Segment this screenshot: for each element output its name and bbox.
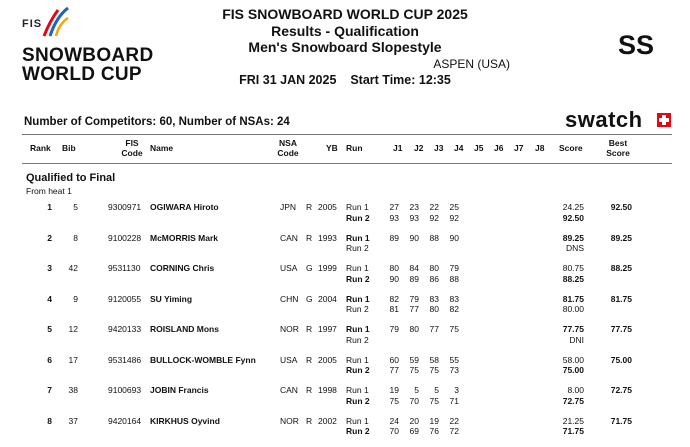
run-score: 80.75 <box>562 263 584 273</box>
judge-4-score: 22 <box>449 415 459 426</box>
col-j6: J6 <box>494 143 504 153</box>
judge-2-score: 93 <box>409 212 419 223</box>
competitors-count: Number of Competitors: 60, Number of NSAs: 24 <box>24 116 290 128</box>
best-score: 88.25 <box>610 263 632 273</box>
run-label: Run 2 <box>346 426 370 436</box>
athlete-name: SU Yiming <box>150 293 193 304</box>
event-date: FRI 31 JAN 2025 <box>239 73 337 87</box>
fis-code: 9100228 <box>108 232 142 243</box>
athlete-name: OGIWARA Hiroto <box>150 202 219 212</box>
discipline-code: SS <box>618 30 655 60</box>
judge-1-score: 80 <box>389 263 399 273</box>
date-time <box>180 72 510 89</box>
judge-3-score: 22 <box>429 202 439 212</box>
year-of-birth: 1993 <box>318 232 337 243</box>
judge-4-score: 79 <box>449 263 459 273</box>
col-score: Score <box>559 143 583 153</box>
section-qualified-to-final: Qualified to Final <box>26 172 116 184</box>
run-label: Run 1 <box>346 202 369 212</box>
judge-1-score: 75 <box>389 395 399 406</box>
best-score: 72.75 <box>610 385 632 395</box>
judge-2-score: 79 <box>409 293 419 304</box>
run-score: DNI <box>569 334 584 345</box>
flag-code: G <box>306 293 313 304</box>
judge-1-score: 24 <box>389 415 399 426</box>
judge-3-score: 75 <box>429 395 439 406</box>
judge-4-score: 88 <box>449 273 459 284</box>
col-run: Run <box>346 143 363 153</box>
col-bib: Bib <box>62 143 76 153</box>
year-of-birth: 1997 <box>318 324 337 334</box>
col-j2: J2 <box>414 143 424 153</box>
judge-4-score: 73 <box>449 365 459 375</box>
judge-2-score: 69 <box>409 426 419 436</box>
athlete-name: JOBIN Francis <box>150 385 209 395</box>
athlete-name: ROISLAND Mons <box>150 324 219 334</box>
athlete-name: CORNING Chris <box>150 263 215 273</box>
bib: 5 <box>73 202 78 212</box>
run-label: Run 2 <box>346 304 369 314</box>
year-of-birth: 2005 <box>318 202 337 212</box>
athlete-name: KIRKHUS Oyvind <box>150 415 220 426</box>
run-score: 72.75 <box>562 395 584 406</box>
judge-4-score: 92 <box>449 212 459 223</box>
run-score: 75.00 <box>562 365 584 375</box>
results-subtitle: Results - Qualification <box>271 22 419 39</box>
rank: 6 <box>47 354 52 365</box>
judge-4-score: 3 <box>454 385 459 395</box>
col-fis-code-line2: Code <box>121 148 143 158</box>
flag-code: R <box>306 415 313 426</box>
nsa-code: CHN <box>280 293 299 304</box>
judge-1-score: 60 <box>389 354 399 365</box>
judge-4-score: 71 <box>449 395 459 406</box>
judge-1-score: 90 <box>389 273 399 284</box>
best-score: 89.25 <box>610 232 632 243</box>
col-j4: J4 <box>454 143 464 153</box>
bib: 37 <box>68 415 78 426</box>
run-score: 24.25 <box>562 202 584 212</box>
judge-3-score: 80 <box>429 304 439 314</box>
judge-2-score: 23 <box>409 202 419 212</box>
nsa-code: JPN <box>280 202 297 212</box>
run-score: 77.75 <box>562 324 584 334</box>
table-header-bottom-rule <box>22 163 672 164</box>
judge-4-score: 75 <box>449 324 459 334</box>
judge-2-score: 89 <box>409 273 419 284</box>
run-label: Run 2 <box>346 212 370 223</box>
flag-code: R <box>306 232 313 243</box>
run-score: 80.00 <box>562 304 584 314</box>
judge-1-score: 89 <box>389 232 399 243</box>
judge-1-score: 70 <box>389 426 399 436</box>
flag-code: R <box>306 202 313 212</box>
judge-1-score: 79 <box>389 324 399 334</box>
col-fis-code-line1: FIS <box>125 138 139 148</box>
col-best-score-line1: Best <box>608 138 628 148</box>
fis-logo-text: FIS <box>22 18 43 30</box>
year-of-birth: 1999 <box>318 263 337 273</box>
fis-code: 9531486 <box>108 354 142 365</box>
flag-code: R <box>306 324 313 334</box>
run-score: 58.00 <box>562 354 584 365</box>
judge-1-score: 93 <box>389 212 399 223</box>
run-label: Run 2 <box>346 395 370 406</box>
judge-2-score: 75 <box>409 365 419 375</box>
athlete-name: McMORRIS Mark <box>150 232 219 243</box>
run-score: 71.75 <box>562 426 584 436</box>
col-best-score-line2: Score <box>606 148 630 158</box>
fis-code: 9100693 <box>108 385 142 395</box>
fis-code: 9531130 <box>108 263 141 273</box>
judge-3-score: 92 <box>429 212 439 223</box>
rank: 5 <box>47 324 52 334</box>
run-label: Run 1 <box>346 354 369 365</box>
judge-4-score: 25 <box>449 202 459 212</box>
best-score: 75.00 <box>610 354 632 365</box>
nsa-code: NOR <box>280 415 299 426</box>
rank: 8 <box>47 415 52 426</box>
nsa-code: CAN <box>280 232 298 243</box>
fis-code: 9120055 <box>108 293 142 304</box>
judge-1-score: 82 <box>389 293 399 304</box>
col-j3: J3 <box>434 143 444 153</box>
start-time: Start Time: 12:35 <box>350 73 451 87</box>
heat-label: From heat 1 <box>26 186 72 196</box>
judge-2-score: 80 <box>409 324 419 334</box>
judge-3-score: 75 <box>429 365 439 375</box>
best-score: 77.75 <box>610 324 632 334</box>
run-score: 89.25 <box>562 232 584 243</box>
judge-2-score: 77 <box>409 304 419 314</box>
run-label: Run 2 <box>346 334 369 345</box>
table-header-top-rule <box>22 134 672 135</box>
judge-1-score: 81 <box>389 304 399 314</box>
judge-2-score: 20 <box>409 415 419 426</box>
swiss-flag-icon <box>657 113 671 127</box>
rank: 1 <box>47 202 52 212</box>
judge-2-score: 70 <box>409 395 419 406</box>
col-nsa-code-line2: Code <box>277 148 299 158</box>
year-of-birth: 2005 <box>318 354 337 365</box>
event-name: Men's Snowboard Slopestyle <box>248 39 442 55</box>
best-score: 81.75 <box>610 293 632 304</box>
col-name: Name <box>150 143 174 153</box>
nsa-code: CAN <box>280 385 298 395</box>
judge-3-score: 76 <box>429 426 439 436</box>
run-score: 21.25 <box>562 415 584 426</box>
judge-1-score: 19 <box>389 385 399 395</box>
judge-1-score: 77 <box>389 365 399 375</box>
judge-2-score: 84 <box>409 263 419 273</box>
fis-code: 9300971 <box>108 202 142 212</box>
event-header <box>180 6 510 89</box>
col-rank: Rank <box>30 143 51 153</box>
venue: ASPEN (USA) <box>433 56 510 71</box>
nsa-code: USA <box>280 354 298 365</box>
judge-4-score: 82 <box>449 304 459 314</box>
run-label: Run 2 <box>346 365 370 375</box>
bib: 12 <box>68 324 78 334</box>
judge-2-score: 59 <box>409 354 419 365</box>
logo-line-2: WORLD CUP <box>22 64 142 85</box>
judge-1-score: 27 <box>389 202 399 212</box>
logo-line-1: SNOWBOARD <box>22 45 154 66</box>
nsa-code: NOR <box>280 324 299 334</box>
judge-3-score: 88 <box>429 232 439 243</box>
run-label: Run 1 <box>346 385 369 395</box>
run-label: Run 1 <box>346 415 369 426</box>
col-nsa-code-line1: NSA <box>279 138 297 148</box>
athlete-name: BULLOCK-WOMBLE Fynn <box>150 354 256 365</box>
judge-4-score: 90 <box>449 232 459 243</box>
col-j7: J7 <box>514 143 524 153</box>
judge-2-score: 90 <box>409 232 419 243</box>
best-score: 92.50 <box>610 202 632 212</box>
run-score: 81.75 <box>562 293 584 304</box>
rank: 2 <box>47 232 52 243</box>
year-of-birth: 2002 <box>318 415 337 426</box>
col-j1: J1 <box>393 143 403 153</box>
run-label: Run 1 <box>346 293 370 304</box>
fis-code: 9420164 <box>108 415 142 426</box>
flag-code: G <box>306 263 313 273</box>
fis-snowboard-world-cup-logo <box>22 4 152 90</box>
run-label: Run 1 <box>346 232 370 243</box>
run-score: 92.50 <box>562 212 584 223</box>
judge-3-score: 58 <box>429 354 439 365</box>
run-label: Run 2 <box>346 243 369 253</box>
bib: 17 <box>68 354 78 365</box>
col-j8: J8 <box>535 143 545 153</box>
judge-3-score: 86 <box>429 273 439 284</box>
nsa-code: USA <box>280 263 298 273</box>
run-label: Run 1 <box>346 263 369 273</box>
rank: 3 <box>47 263 52 273</box>
judge-4-score: 83 <box>449 293 459 304</box>
judge-3-score: 5 <box>434 385 439 395</box>
judge-2-score: 5 <box>414 385 419 395</box>
bib: 38 <box>68 385 78 395</box>
run-label: Run 1 <box>346 324 370 334</box>
rank: 7 <box>47 385 52 395</box>
bib: 8 <box>73 232 78 243</box>
judge-3-score: 77 <box>429 324 439 334</box>
judge-3-score: 83 <box>429 293 439 304</box>
run-score: 8.00 <box>567 385 584 395</box>
run-score: DNS <box>566 243 584 253</box>
rank: 4 <box>47 293 52 304</box>
judge-4-score: 72 <box>449 426 459 436</box>
run-score: 88.25 <box>562 273 584 284</box>
col-yb: YB <box>326 143 338 153</box>
year-of-birth: 1998 <box>318 385 337 395</box>
judge-3-score: 19 <box>429 415 439 426</box>
judge-4-score: 55 <box>449 354 459 365</box>
judge-3-score: 80 <box>429 263 439 273</box>
flag-code: R <box>306 385 313 395</box>
sponsor-logo <box>565 107 643 133</box>
col-j5: J5 <box>474 143 484 153</box>
fis-code: 9420133 <box>108 324 142 334</box>
run-label: Run 2 <box>346 273 370 284</box>
bib: 9 <box>73 293 78 304</box>
competition-title: FIS SNOWBOARD WORLD CUP 2025 <box>222 6 468 22</box>
best-score: 71.75 <box>610 415 632 426</box>
year-of-birth: 2004 <box>318 293 337 304</box>
bib: 42 <box>68 263 78 273</box>
sponsor-name: swatch <box>565 107 643 132</box>
flag-code: R <box>306 354 313 365</box>
